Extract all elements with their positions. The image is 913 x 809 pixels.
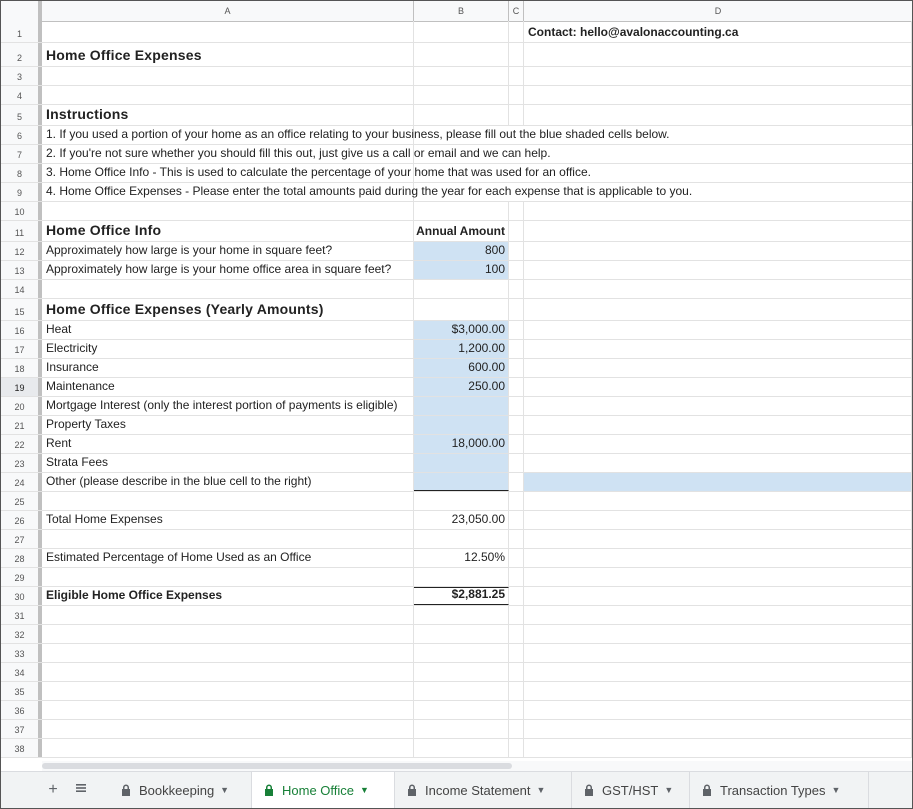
cell[interactable] [509,549,524,567]
eligible-label-cell[interactable] [42,587,414,605]
cell[interactable] [414,625,509,643]
cell[interactable] [509,416,524,434]
cell[interactable] [509,105,524,125]
cell[interactable] [524,549,912,567]
expenses-heading: Home Office Expenses (Yearly Amounts) [46,301,324,317]
expense-input[interactable] [414,378,509,396]
lock-icon [119,783,133,797]
cell[interactable] [524,492,912,510]
sheet-row [1,663,912,682]
expense-value: 1,200.00 [458,341,505,355]
cell[interactable] [42,720,414,738]
cell[interactable] [524,701,912,719]
cell[interactable] [414,568,509,586]
total-value: 23,050.00 [451,512,505,526]
expense-label: Property Taxes [46,417,126,431]
add-sheet-button[interactable]: + [48,781,58,798]
info-label: Approximately how large is your home office area in square feet? [46,262,392,276]
cell[interactable] [524,587,912,605]
cell[interactable] [414,492,509,510]
eligible-value-cell[interactable] [414,587,509,605]
sheet-row [1,473,912,492]
row-header[interactable]: 7 [1,145,42,163]
tab-income-statement[interactable] [395,772,572,808]
cell[interactable] [509,606,524,624]
cell[interactable] [414,21,509,42]
instruction-cell[interactable] [42,126,670,144]
tab-label: Transaction Types [720,782,826,798]
info-value: 800 [484,243,505,257]
cell[interactable] [524,720,912,738]
cell[interactable] [509,43,524,66]
cell[interactable] [42,568,414,586]
expense-label: Rent [46,436,72,450]
cell[interactable] [414,105,509,125]
tab-home-office[interactable] [252,772,395,808]
all-sheets-button[interactable] [71,780,91,800]
row-header[interactable]: 2 [1,43,42,66]
sheet-row [1,530,912,549]
info-label-cell[interactable] [42,261,414,279]
sheet-row [1,359,912,378]
cell[interactable] [509,739,524,757]
cell[interactable] [509,625,524,643]
cell[interactable] [509,701,524,719]
cell[interactable] [509,663,524,681]
column-header-c[interactable]: C [509,1,524,21]
instruction-line: 2. If you're not sure whether you should fill this out, just give us a call or email and we can help. [46,146,551,160]
sheet-row [1,242,912,261]
sheet-row [1,299,912,321]
row-header[interactable]: 31 [1,606,42,624]
chevron-down-icon[interactable]: ▼ [536,785,546,795]
home-sqft-input[interactable] [414,242,509,260]
expense-label-cell[interactable] [42,435,414,453]
cell[interactable] [524,378,912,396]
cell[interactable] [42,280,414,298]
info-label-cell[interactable] [42,242,414,260]
info-label: Approximately how large is your home in square feet? [46,243,333,257]
chevron-down-icon[interactable]: ▼ [664,785,674,795]
tab-bookkeeping[interactable] [109,772,252,808]
row-header[interactable]: 33 [1,644,42,662]
row-header[interactable]: 24 [1,473,42,491]
sheet-row [1,183,912,202]
row-header[interactable]: 1 [1,21,42,42]
row-header[interactable]: 8 [1,164,42,182]
cell[interactable] [509,86,524,104]
cell[interactable] [42,67,414,85]
cell[interactable] [509,221,524,241]
cell[interactable] [524,321,912,339]
row-header[interactable]: 14 [1,280,42,298]
cell[interactable] [509,530,524,548]
row-header[interactable]: 22 [1,435,42,453]
cell[interactable] [414,701,509,719]
expense-value: 250.00 [468,379,505,393]
cell[interactable] [524,682,912,700]
percentage-value: 12.50% [464,550,505,564]
tab-gst-hst[interactable] [572,772,690,808]
column-header-d[interactable]: D [714,6,722,16]
sheet-row [1,568,912,587]
sheet-row [1,625,912,644]
eligible-label: Eligible Home Office Expenses [46,588,223,602]
expense-value: 18,000.00 [451,436,505,450]
instructions-heading: Instructions [46,106,129,122]
cell[interactable] [524,511,912,529]
cell[interactable] [524,359,912,377]
cell[interactable] [414,644,509,662]
row-header[interactable]: 17 [1,340,42,358]
cell[interactable] [509,435,524,453]
row-header[interactable]: 37 [1,720,42,738]
sheet-row [1,606,912,625]
cell[interactable] [524,86,912,104]
row-header[interactable]: 6 [1,126,42,144]
total-label: Total Home Expenses [46,512,163,526]
row-header[interactable]: 34 [1,663,42,681]
percentage-value-cell[interactable] [414,549,509,567]
cell[interactable] [509,359,524,377]
sheet-row [1,202,912,221]
cell[interactable] [509,473,524,491]
sheet-row [1,682,912,701]
expense-label-cell[interactable] [42,473,414,491]
row-header[interactable]: 27 [1,530,42,548]
expense-input[interactable] [414,435,509,453]
cell[interactable] [509,261,524,279]
sheet-row [1,67,912,86]
cell[interactable] [42,739,414,757]
cell[interactable] [414,720,509,738]
expense-input[interactable] [414,340,509,358]
cell[interactable] [509,242,524,260]
title-cell[interactable] [42,43,414,66]
expense-input[interactable] [414,473,509,491]
column-header-b[interactable]: B [414,1,509,21]
row-header[interactable]: 23 [1,454,42,472]
expense-label-cell[interactable] [42,454,414,472]
sheet-row [1,435,912,454]
cell[interactable] [42,701,414,719]
lock-icon [582,783,596,797]
cell[interactable] [414,202,509,220]
expense-label: Heat [46,322,72,336]
cell[interactable] [509,202,524,220]
cell[interactable] [524,261,912,279]
expense-value: 600.00 [468,360,505,374]
chevron-down-icon[interactable]: ▼ [360,785,369,795]
sheet-row [1,280,912,299]
row-header[interactable]: 3 [1,67,42,85]
sheet-tab-bar [1,771,912,809]
row-header[interactable]: 21 [1,416,42,434]
sheet-row [1,492,912,511]
row-header[interactable]: 12 [1,242,42,260]
cell[interactable] [524,435,912,453]
cell[interactable] [524,739,912,757]
sheet-row [1,549,912,568]
row-header[interactable]: 10 [1,202,42,220]
row-header[interactable]: 11 [1,221,42,241]
lock-icon [700,783,714,797]
cell[interactable] [509,454,524,472]
office-sqft-input[interactable] [414,261,509,279]
sheet-row [1,340,912,359]
row-header[interactable]: 18 [1,359,42,377]
tab-transaction-types[interactable] [690,772,869,808]
expense-input[interactable] [414,397,509,415]
percentage-label-cell[interactable] [42,549,414,567]
expense-label: Electricity [46,341,98,355]
cell[interactable] [509,321,524,339]
lock-icon [405,783,419,797]
row-header[interactable]: 9 [1,183,42,201]
sheet-row [1,321,912,340]
cell[interactable] [414,663,509,681]
cell[interactable] [414,682,509,700]
sheet-row [1,587,912,606]
instruction-cell[interactable] [42,183,693,201]
cell[interactable] [524,397,912,415]
percentage-label: Estimated Percentage of Home Used as an Office [46,550,312,564]
sheet-row [1,416,912,435]
instruction-cell[interactable] [42,164,591,182]
contact-cell[interactable] [524,21,912,42]
cell[interactable] [414,86,509,104]
expense-label-cell[interactable] [42,397,414,415]
sheet-row [1,397,912,416]
cell[interactable] [42,663,414,681]
other-description-input[interactable] [524,473,912,491]
cell[interactable] [42,202,414,220]
cell[interactable] [509,644,524,662]
chevron-down-icon[interactable]: ▼ [831,785,841,795]
expense-label: Insurance [46,360,99,374]
cell[interactable] [509,67,524,85]
row-header[interactable]: 30 [1,587,42,605]
expenses-heading-cell[interactable] [42,299,414,320]
tab-label: GST/HST [602,782,659,798]
amount-header: Annual Amount [416,224,505,238]
sheet-row [1,701,912,720]
row-header[interactable]: 25 [1,492,42,510]
expense-label-cell[interactable] [42,340,414,358]
list-icon [75,782,87,794]
cell[interactable] [524,530,912,548]
expense-input[interactable] [414,454,509,472]
cell[interactable] [509,682,524,700]
cell[interactable] [524,644,912,662]
scrollbar-thumb[interactable] [42,763,512,769]
expense-input[interactable] [414,321,509,339]
sheet-row [1,145,912,164]
sheet-row [1,86,912,105]
row-header[interactable]: 20 [1,397,42,415]
cell[interactable] [524,340,912,358]
expense-label-cell[interactable] [42,416,414,434]
sheet-row [1,126,912,145]
cell[interactable] [524,242,912,260]
expense-label: Mortgage Interest (only the interest portion of payments is eligible) [46,398,398,412]
row-header[interactable]: 5 [1,105,42,125]
row-header[interactable]: 16 [1,321,42,339]
cell[interactable] [414,530,509,548]
horizontal-scrollbar[interactable] [42,761,912,771]
row-header[interactable]: 35 [1,682,42,700]
expense-label: Other (please describe in the blue cell to the right) [46,474,312,488]
cell[interactable] [414,606,509,624]
cell[interactable] [509,299,524,320]
cell[interactable] [42,492,414,510]
sheet-row [1,105,912,126]
lock-icon [262,783,276,797]
cell[interactable] [524,625,912,643]
cell[interactable] [42,530,414,548]
cell[interactable] [524,299,912,320]
expense-input[interactable] [414,416,509,434]
eligible-value: $2,881.25 [451,587,505,601]
cell[interactable] [414,739,509,757]
info-value: 100 [484,262,505,276]
sheet-row [1,511,912,530]
cell[interactable] [509,21,524,42]
cell[interactable] [42,606,414,624]
info-heading-cell[interactable] [42,221,414,241]
cell[interactable] [524,454,912,472]
cell[interactable] [524,280,912,298]
chevron-down-icon[interactable]: ▼ [220,785,230,795]
tab-label: Home Office [282,782,355,798]
cell[interactable] [509,492,524,510]
cell[interactable] [414,280,509,298]
cell[interactable] [509,397,524,415]
cell[interactable] [524,221,912,241]
cell[interactable] [524,202,912,220]
instructions-heading-cell[interactable] [42,105,414,125]
instruction-line: 4. Home Office Expenses - Please enter the total amounts paid during the year for each expense that is applicable to you. [46,184,693,198]
cell[interactable] [509,568,524,586]
cell[interactable] [414,299,509,320]
sheet-row [1,164,912,183]
sheet-row [1,21,912,43]
amount-header-cell[interactable] [414,221,509,241]
cell[interactable] [524,105,912,125]
sheet-row [1,720,912,739]
instruction-line: 3. Home Office Info - This is used to calculate the percentage of your home that was used for an office. [46,165,591,179]
total-value-cell[interactable] [414,511,509,529]
sheet-row [1,378,912,397]
row-header[interactable]: 28 [1,549,42,567]
expense-value: $3,000.00 [451,322,505,336]
column-header-a[interactable]: A [42,1,414,21]
info-heading: Home Office Info [46,222,162,238]
row-header[interactable]: 29 [1,568,42,586]
cell[interactable] [509,280,524,298]
select-all-corner[interactable] [1,1,42,21]
cell[interactable] [509,511,524,529]
cell[interactable] [524,67,912,85]
row-header[interactable]: 15 [1,299,42,320]
expense-input[interactable] [414,359,509,377]
expense-label: Maintenance [46,379,115,393]
row-header[interactable]: 4 [1,86,42,104]
contact-text: Contact: hello@avalonaccounting.ca [528,25,739,39]
sheet-row [1,261,912,280]
row-header[interactable]: 32 [1,625,42,643]
cell[interactable] [524,43,912,66]
expense-label-cell[interactable] [42,359,414,377]
sheet-row [1,644,912,663]
expense-label-cell[interactable] [42,378,414,396]
row-header[interactable]: 36 [1,701,42,719]
cell[interactable] [509,340,524,358]
sheet-row [1,43,912,67]
expense-label: Strata Fees [46,455,109,469]
row-header[interactable]: 13 [1,261,42,279]
tab-label: Income Statement [425,782,531,798]
cell[interactable] [414,67,509,85]
row-header[interactable]: 38 [1,739,42,757]
tab-label: Bookkeeping [139,782,215,798]
cell[interactable] [42,625,414,643]
sheet-row [1,221,912,242]
row-header[interactable]: 26 [1,511,42,529]
column-header-bar [1,1,912,22]
cell[interactable] [524,663,912,681]
total-label-cell[interactable] [42,511,414,529]
cell[interactable] [524,416,912,434]
cell[interactable] [524,606,912,624]
instruction-line: 1. If you used a portion of your home as an office relating to your business, please fill out the blue shaded cells below. [46,127,670,141]
instruction-cell[interactable] [42,145,551,163]
cell[interactable] [509,720,524,738]
cell[interactable] [42,682,414,700]
sheet-title: Home Office Expenses [46,47,202,63]
cell[interactable] [42,21,414,42]
cell[interactable] [42,644,414,662]
cell[interactable] [414,43,509,66]
cell[interactable] [509,378,524,396]
expense-label-cell[interactable] [42,321,414,339]
sheet-row [1,739,912,758]
cell[interactable] [42,86,414,104]
sheet-row [1,454,912,473]
cell[interactable] [524,568,912,586]
row-header-selected[interactable]: 19 [1,378,42,396]
cell[interactable] [509,587,524,605]
